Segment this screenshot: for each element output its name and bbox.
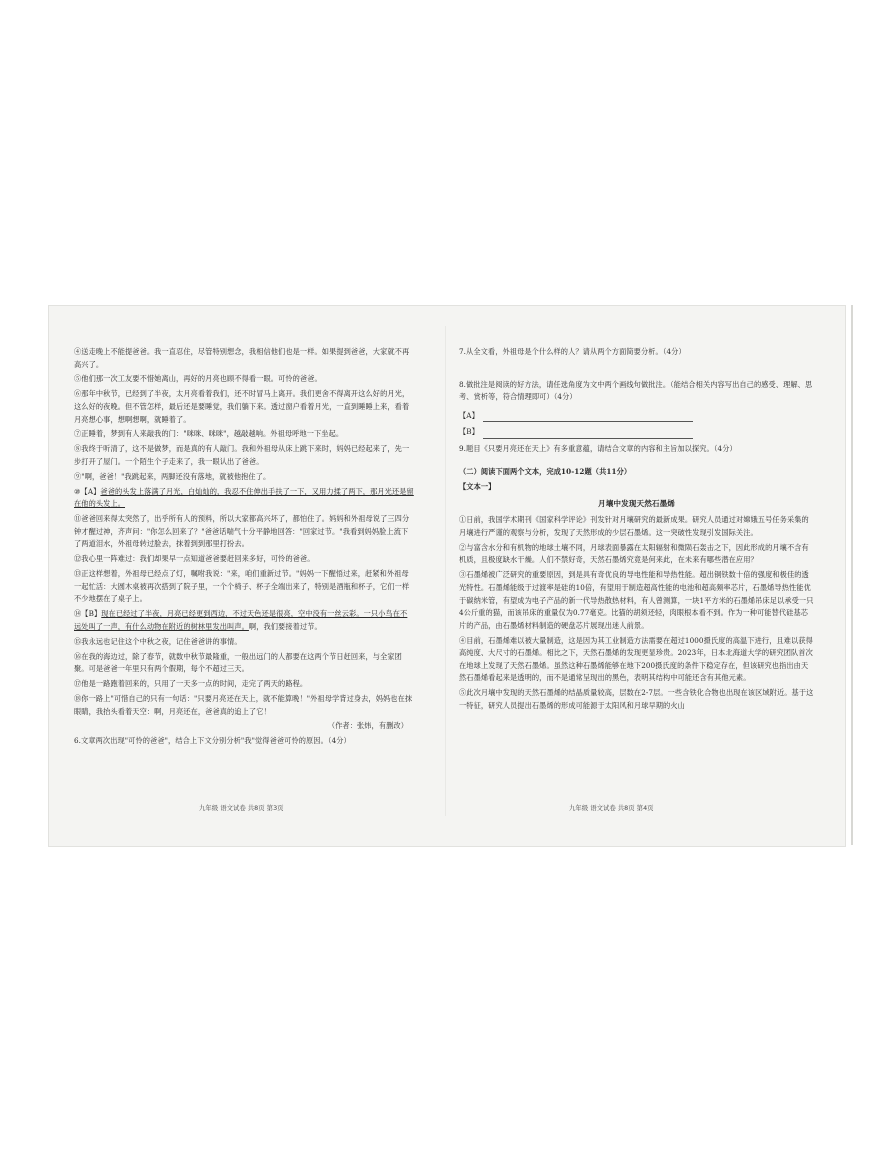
answer-line <box>483 412 693 422</box>
answer-blank-label-a: 【A】 <box>459 410 479 420</box>
page-footer-right: 九年级 语文试卷 共8页 第4页 <box>569 804 654 812</box>
paragraph-17: ⑰他是一路跑着回来的，只用了一天多一点的时间，走完了两天的路程。 <box>74 679 308 689</box>
underlined-sentence-b: 现在已经过了半夜，月亮已经更到西边，不过天色还是很亮，空中没有一丝云彩。一只小鸟在不远处叫了一声，有什么动物在附近的树林里发出叫声。 <box>74 609 408 631</box>
question-7: 7.从全文看，外祖母是个什么样的人？请从两个方面简要分析。（4分） <box>459 347 686 356</box>
paragraph-number: ⑭ <box>74 609 82 619</box>
scan-edge-shadow <box>851 305 853 845</box>
paragraph-11: ⑪爸爸回来得太突然了，出乎所有人的预料，所以大家都高兴坏了，都怕住了。妈妈和外祖母说了三四分钟才醒过神，齐声问："你怎么回来了？"爸爸话喘气十分平静地回答："回家过节。"我看到妈妈脸上流下了两道泪水，外祖母转过脸去，抹着到到那里打扮去。 <box>74 514 410 549</box>
article-title: 月壤中发现天然石墨烯 <box>598 498 675 508</box>
left-exam-page <box>74 346 414 754</box>
annotation-tag-b: 【B】 <box>81 609 102 619</box>
paragraph-9: ⑨"啊，爸爸！"我跳起来，两脚还没有落地，就被他抱住了。 <box>74 471 271 481</box>
question-9: 9.题目《只要月亮还在天上》有多重意蕴，请结合文章的内容和主旨加以探究。（4分） <box>459 443 737 453</box>
paragraph-15: ⑮我永远也记住这个中秋之夜，记住爸爸讲的事情。 <box>74 636 242 646</box>
paragraph-8: ⑧我终于听清了，这不是做梦，而是真的有人敲门。我和外祖母从床上跳下来时，妈妈已经起来了，先一步打开了屋门。一个陌生个子走来了，我一眼认出了爸爸。 <box>74 444 410 466</box>
answer-line <box>483 429 693 439</box>
section-2-heading: （二）阅读下面两个文本，完成10-12题（共11分） <box>459 466 632 476</box>
article-paragraph-2: ②与富含水分和有机物的地球土壤不同，月球表面暴露在太阳辐射和微陨石轰击之下，因此形成的月壤不含有机质，且极度缺水干燥。人们不禁好奇，天然石墨烯究竟是何来此，在未来有哪些潜在应用？ <box>459 542 809 565</box>
paragraph-12: ⑫我心里一阵难过：我们却果早一点知道爸爸要赶回来多好，可怜的爸爸。 <box>74 554 315 564</box>
article-paragraph-4: ④目前，石墨烯难以被大量制造，这是因为其工业制造方法需要在超过1000摄氏度的高温下进行，且难以获得高纯度、大尺寸的石墨烯。相比之下，天然石墨烯的发现更显珍贵。2023年，日本北海道大学的研究团队首次在地球上发现了天然石墨烯。虽然这种石墨烯能够在地下200摄氏度的条件下稳定存在，但该研究也指出由天然石墨烯看起来是透明的，而不是通常呈现出的黑色，表明其结构中可能还含有其他元素。 <box>459 635 813 683</box>
answer-blank-label-b: 【B】 <box>459 427 479 437</box>
text-1-label: 【文本一】 <box>459 482 496 492</box>
answer-blank-a[interactable] <box>459 410 814 423</box>
paragraph-16: ⑯在我的海边过，除了春节，就数中秋节最隆重，一般出远门的人都要在这两个节日赶回来，与全家团聚。可是爸爸一年里只有两个假期，每个不超过三天。 <box>74 651 402 674</box>
author-credit: （作者：张炜，有删改） <box>327 721 408 731</box>
answer-blank-b[interactable] <box>459 426 814 439</box>
right-exam-page <box>459 346 814 715</box>
paragraph-number: ⑩ <box>74 486 81 496</box>
paragraph-10 <box>74 486 414 511</box>
page-footer-left: 九年级 语文试卷 共8页 第3页 <box>199 804 284 812</box>
paragraph-14 <box>74 608 414 633</box>
annotation-tag-a: 【A】 <box>80 486 101 496</box>
article-paragraph-5: ⑤此次月壤中发现的天然石墨烯的结晶质量较高，层数在2-7层。一些含铁化合物也出现在该区域附近。基于这一特征，研究人员提出石墨烯的形成可能源于太阳风和月球早期的火山 <box>459 688 814 710</box>
paragraph-18: ⑱你一路上"可惜自己的只有一句话："只要月亮还在天上，就不能算晚！"外祖母学背过身去，妈妈也在抹眼睛，我抬头看着天空：啊，月亮还在，爸爸真的追上了它！ <box>74 694 413 716</box>
paragraph-6: ⑥那年中秋节，已经到了半夜，太月亮看着我们，还不时冒马上离开。我们更舍不得离开这么好的月光，这么好的夜晚。但不管怎样，最后还是要睡觉，我们躺下来。透过窗户看着月光，一直到睡睡上来，看着月亮想心事，想啊想啊，就睡着了。 <box>74 389 410 424</box>
paragraph-5: ⑤他们那一次工友要不惜她离山，再好的月亮也顾不得看一眼。可怜的爸爸。 <box>74 374 322 384</box>
paragraph-7: ⑦正睡着，梦到有人来敲我的门："咪咪、咪咪"，越敲越响。外祖母呼地一下坐起。 <box>74 429 344 439</box>
underlined-sentence-a: 爸爸的头发上落满了月光，白灿灿的，我忍不住伸出手扶了一下，又用力揉了两下，那月光还是留在他的头发上。 <box>74 486 414 509</box>
paragraph-4: ④送走晚上不能提爸爸。我一直忍住，尽管特别想念，我相信他们也是一样。如果提到爸爸，大家就不再高兴了。 <box>74 347 410 369</box>
paragraph-13: ⑬正这样想着，外祖母已经点了灯，嘱咐我说："来，咱们重新过节。"妈妈一下醒悟过来，赶紧和外祖母一起忙活：大圆木桌被再次搭到了院子里，一个个椅子、杯子全端出来了，特别是酒瓶和杯子，它们一样不少地摆在了桌子上。 <box>74 569 410 604</box>
article-paragraph-1: ①日前，我国学术期刊《国家科学评论》刊发针对月壤研究的最新成果。研究人员通过对嫦娥五号任务采集的月壤进行严谨的观察与分析，发现了天然形成的少层石墨烯。这一突破性发现引发国际关注。 <box>459 515 809 537</box>
article-paragraph-3: ③石墨烯被广泛研究的重要原因，到是具有奇优良的导电性能和导热性能。超出铜铁数十倍的强度和极佳的透光特性。石墨烯能级于过渡率是硅的10倍，有望用于制造超高性能的电池和超高频率芯片，石墨烯导热性能优于碳纳米管，有望成为电子产品的新一代导热散热材料，有人曾测算，一块1平方米的石墨烯吊床足以承受一只4公斤重的猫，而该吊床的重量仅为0.77毫克。比猫的胡须还轻，肉眼根本看不到。作为一种可能替代硅基芯片的产品，由石墨烯材料制造的硬盘芯片展现出迷人前景。 <box>459 570 814 630</box>
page-divider <box>445 326 446 816</box>
question-6: 6.文章两次出现"可怜的爸爸"，结合上下文分别分析"我"觉得爸爸可怜的原因。（4分） <box>74 736 351 746</box>
question-8: 8.做批注是阅读的好方法，请任选角度为文中两个画线句做批注。（能结合相关内容写出自己的感受、理解、思考、赏析等，符合情理即可）（4分） <box>459 379 813 402</box>
scanned-exam-sheet <box>48 305 846 847</box>
paragraph-14-rest: 啊，我们要接着过节。 <box>248 621 322 631</box>
